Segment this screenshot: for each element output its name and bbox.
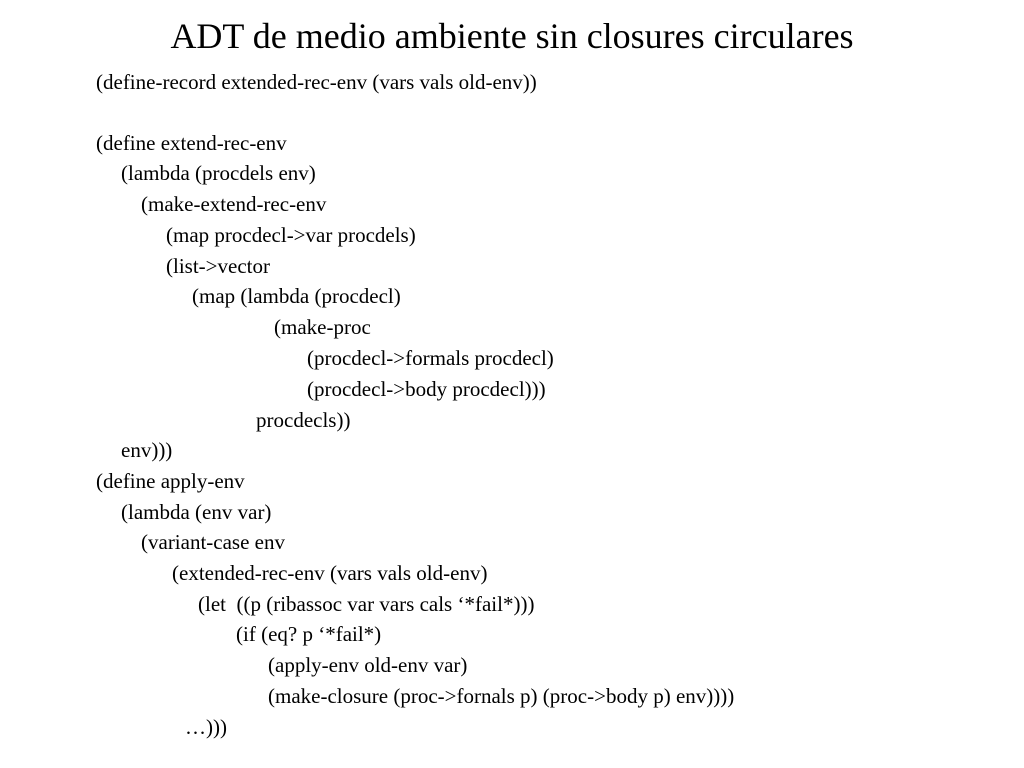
- code-line: (lambda (env var): [121, 500, 272, 524]
- code-line: (if (eq? p ‘*fail*): [236, 622, 382, 646]
- code-line: (list->vector: [166, 254, 270, 278]
- code-line: (define apply-env: [96, 469, 245, 493]
- code-line: …))): [185, 715, 227, 739]
- code-line: (map procdecl->var procdels): [166, 223, 416, 247]
- code-line: (map (lambda (procdecl): [192, 284, 401, 308]
- code-line: (make-extend-rec-env: [141, 192, 327, 216]
- code-line: (make-closure (proc->fornals p) (proc->body p) env)))): [268, 684, 735, 708]
- code-line: (define extend-rec-env: [96, 131, 287, 155]
- code-line: (procdecl->body procdecl))): [307, 377, 546, 401]
- code-line: (apply-env old-env var): [268, 653, 468, 677]
- slide-title: ADT de medio ambiente sin closures circulares: [170, 16, 854, 56]
- code-line: env))): [121, 438, 173, 462]
- code-line: (lambda (procdels env): [121, 161, 316, 185]
- code-line: (make-proc: [274, 315, 371, 339]
- code-line: (variant-case env: [141, 530, 285, 554]
- code-line: (procdecl->formals procdecl): [307, 346, 554, 370]
- code-line: (let ((p (ribassoc var vars cals ‘*fail*))): [198, 592, 535, 616]
- code-line: (extended-rec-env (vars vals old-env): [172, 561, 488, 585]
- code-line: (define-record extended-rec-env (vars vals old-env)): [96, 70, 537, 94]
- code-line: procdecls)): [256, 408, 351, 432]
